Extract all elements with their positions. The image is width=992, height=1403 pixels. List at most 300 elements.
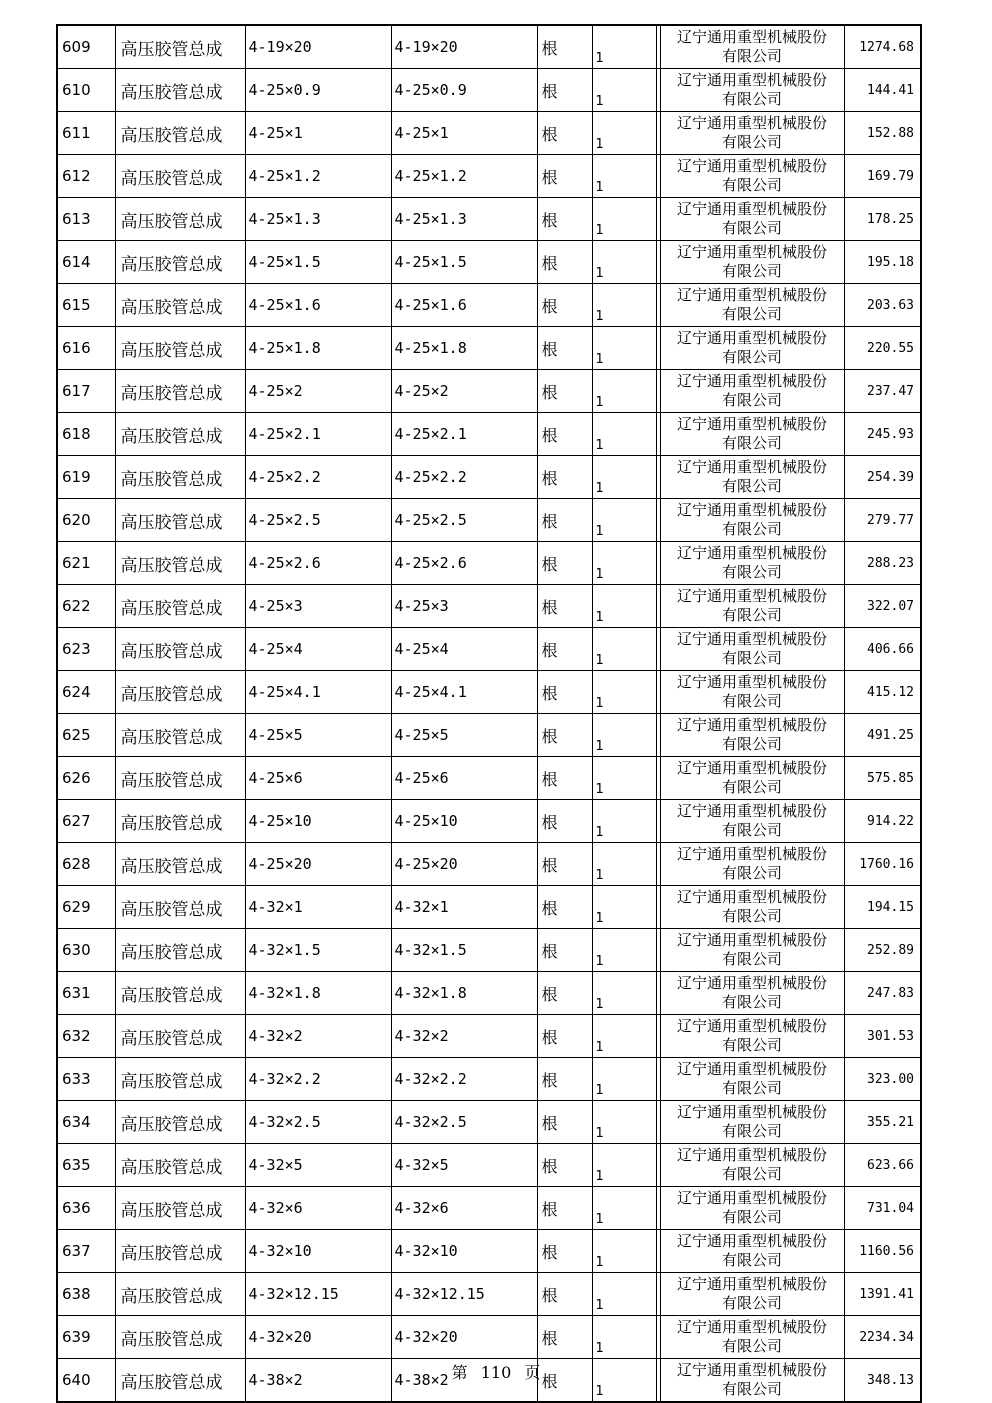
item-name: 高压胶管总成 (115, 800, 245, 843)
table-row (57, 241, 921, 284)
item-spec: 4-25×1.6 (245, 284, 391, 327)
row-number: 623 (57, 628, 115, 671)
table-row (57, 1316, 921, 1359)
item-spec: 4-32×2.2 (245, 1058, 391, 1101)
item-manufacturer (660, 1187, 844, 1230)
item-manufacturer (660, 1058, 844, 1101)
manufacturer-line-1: 辽宁通用重型机械股份 (676, 200, 827, 218)
manufacturer-line-2: 有限公司 (721, 1165, 782, 1183)
item-unit: 根 (537, 972, 592, 1015)
item-price: 323.00 (844, 1058, 921, 1101)
item-quantity: 1 (592, 886, 656, 929)
table-row (57, 1058, 921, 1101)
item-quantity: 1 (592, 69, 656, 112)
item-spec: 4-25×5 (245, 714, 391, 757)
item-quantity: 1 (592, 1015, 656, 1058)
item-spec: 4-19×20 (245, 25, 391, 69)
item-spec: 4-25×2.2 (245, 456, 391, 499)
item-quantity: 1 (592, 972, 656, 1015)
item-name: 高压胶管总成 (115, 1359, 245, 1403)
item-model: 4-25×4 (391, 628, 537, 671)
item-model: 4-25×2.1 (391, 413, 537, 456)
item-manufacturer (660, 972, 844, 1015)
item-spec: 4-25×1.5 (245, 241, 391, 284)
item-unit: 根 (537, 1187, 592, 1230)
item-price: 279.77 (844, 499, 921, 542)
item-manufacturer (660, 843, 844, 886)
manufacturer-line-2: 有限公司 (721, 735, 782, 753)
item-name: 高压胶管总成 (115, 241, 245, 284)
item-model: 4-25×1.2 (391, 155, 537, 198)
item-spec: 4-25×2 (245, 370, 391, 413)
item-model: 4-32×2.5 (391, 1101, 537, 1144)
table-body (57, 25, 921, 1402)
manufacturer-line-1: 辽宁通用重型机械股份 (676, 415, 827, 433)
manufacturer-line-2: 有限公司 (721, 262, 782, 280)
item-quantity: 1 (592, 542, 656, 585)
item-price: 194.15 (844, 886, 921, 929)
item-quantity: 1 (592, 241, 656, 284)
item-model: 4-32×2.2 (391, 1058, 537, 1101)
manufacturer-line-1: 辽宁通用重型机械股份 (676, 1189, 827, 1207)
item-spec: 4-25×4.1 (245, 671, 391, 714)
item-manufacturer (660, 1230, 844, 1273)
item-spec: 4-25×6 (245, 757, 391, 800)
item-unit: 根 (537, 929, 592, 972)
row-number: 610 (57, 69, 115, 112)
table-row (57, 843, 921, 886)
manufacturer-line-1: 辽宁通用重型机械股份 (676, 1361, 827, 1379)
item-unit: 根 (537, 370, 592, 413)
item-model: 4-25×1.3 (391, 198, 537, 241)
row-number: 616 (57, 327, 115, 370)
row-number: 613 (57, 198, 115, 241)
item-name: 高压胶管总成 (115, 714, 245, 757)
manufacturer-line-1: 辽宁通用重型机械股份 (676, 974, 827, 992)
item-name: 高压胶管总成 (115, 1101, 245, 1144)
item-price: 288.23 (844, 542, 921, 585)
table-row (57, 327, 921, 370)
item-unit: 根 (537, 155, 592, 198)
item-price: 1760.16 (844, 843, 921, 886)
item-price: 1160.56 (844, 1230, 921, 1273)
manufacturer-line-1: 辽宁通用重型机械股份 (676, 802, 827, 820)
item-name: 高压胶管总成 (115, 1144, 245, 1187)
table-row (57, 972, 921, 1015)
row-number: 624 (57, 671, 115, 714)
table-row (57, 1144, 921, 1187)
item-model: 4-25×2.5 (391, 499, 537, 542)
manufacturer-line-2: 有限公司 (721, 649, 782, 667)
item-unit: 根 (537, 456, 592, 499)
manufacturer-line-1: 辽宁通用重型机械股份 (676, 286, 827, 304)
row-number: 620 (57, 499, 115, 542)
item-price: 178.25 (844, 198, 921, 241)
item-price: 169.79 (844, 155, 921, 198)
page-number: 110 (480, 1363, 512, 1382)
item-manufacturer (660, 327, 844, 370)
item-quantity: 1 (592, 1187, 656, 1230)
item-model: 4-25×2.2 (391, 456, 537, 499)
manufacturer-line-1: 辽宁通用重型机械股份 (676, 1318, 827, 1336)
manufacturer-line-2: 有限公司 (721, 606, 782, 624)
row-number: 633 (57, 1058, 115, 1101)
manufacturer-line-1: 辽宁通用重型机械股份 (676, 329, 827, 347)
table-row (57, 456, 921, 499)
item-unit: 根 (537, 284, 592, 327)
row-number: 614 (57, 241, 115, 284)
row-number: 612 (57, 155, 115, 198)
manufacturer-line-1: 辽宁通用重型机械股份 (676, 759, 827, 777)
item-name: 高压胶管总成 (115, 1058, 245, 1101)
manufacturer-line-1: 辽宁通用重型机械股份 (676, 28, 827, 46)
item-spec: 4-25×0.9 (245, 69, 391, 112)
item-price: 254.39 (844, 456, 921, 499)
item-spec: 4-32×1.8 (245, 972, 391, 1015)
item-quantity: 1 (592, 757, 656, 800)
row-number: 626 (57, 757, 115, 800)
item-manufacturer (660, 1144, 844, 1187)
item-model: 4-25×4.1 (391, 671, 537, 714)
item-spec: 4-32×10 (245, 1230, 391, 1273)
item-unit: 根 (537, 327, 592, 370)
manufacturer-line-1: 辽宁通用重型机械股份 (676, 114, 827, 132)
manufacturer-line-1: 辽宁通用重型机械股份 (676, 630, 827, 648)
item-unit: 根 (537, 112, 592, 155)
item-model: 4-32×1.5 (391, 929, 537, 972)
item-name: 高压胶管总成 (115, 1230, 245, 1273)
manufacturer-line-1: 辽宁通用重型机械股份 (676, 372, 827, 390)
item-spec: 4-32×5 (245, 1144, 391, 1187)
manufacturer-line-2: 有限公司 (721, 434, 782, 452)
item-quantity: 1 (592, 25, 656, 69)
row-number: 611 (57, 112, 115, 155)
item-price: 195.18 (844, 241, 921, 284)
manufacturer-line-1: 辽宁通用重型机械股份 (676, 1275, 827, 1293)
item-spec: 4-32×2 (245, 1015, 391, 1058)
item-name: 高压胶管总成 (115, 843, 245, 886)
item-name: 高压胶管总成 (115, 542, 245, 585)
item-name: 高压胶管总成 (115, 155, 245, 198)
manufacturer-line-1: 辽宁通用重型机械股份 (676, 501, 827, 519)
item-name: 高压胶管总成 (115, 284, 245, 327)
row-number: 621 (57, 542, 115, 585)
manufacturer-line-1: 辽宁通用重型机械股份 (676, 243, 827, 261)
table-row (57, 112, 921, 155)
item-unit: 根 (537, 1273, 592, 1316)
item-quantity: 1 (592, 1230, 656, 1273)
item-spec: 4-25×1.2 (245, 155, 391, 198)
table-row (57, 671, 921, 714)
manufacturer-line-1: 辽宁通用重型机械股份 (676, 458, 827, 476)
item-model: 4-25×3 (391, 585, 537, 628)
item-quantity: 1 (592, 628, 656, 671)
item-manufacturer (660, 800, 844, 843)
manufacturer-line-2: 有限公司 (721, 864, 782, 882)
item-name: 高压胶管总成 (115, 585, 245, 628)
manufacturer-line-2: 有限公司 (721, 1251, 782, 1269)
item-spec: 4-25×1.3 (245, 198, 391, 241)
footer-prefix: 第 (451, 1363, 468, 1382)
row-number: 619 (57, 456, 115, 499)
item-price: 245.93 (844, 413, 921, 456)
item-quantity: 1 (592, 112, 656, 155)
manufacturer-line-2: 有限公司 (721, 950, 782, 968)
row-number: 609 (57, 25, 115, 69)
manufacturer-line-2: 有限公司 (721, 477, 782, 495)
manufacturer-line-1: 辽宁通用重型机械股份 (676, 1232, 827, 1250)
manufacturer-line-2: 有限公司 (721, 90, 782, 108)
manufacturer-line-1: 辽宁通用重型机械股份 (676, 716, 827, 734)
item-quantity: 1 (592, 370, 656, 413)
item-spec: 4-32×1 (245, 886, 391, 929)
item-manufacturer (660, 1015, 844, 1058)
item-unit: 根 (537, 25, 592, 69)
item-manufacturer (660, 284, 844, 327)
item-spec: 4-25×2.5 (245, 499, 391, 542)
item-quantity: 1 (592, 671, 656, 714)
manufacturer-line-1: 辽宁通用重型机械股份 (676, 71, 827, 89)
item-manufacturer (660, 757, 844, 800)
item-model: 4-32×12.15 (391, 1273, 537, 1316)
manufacturer-line-1: 辽宁通用重型机械股份 (676, 587, 827, 605)
item-quantity: 1 (592, 800, 656, 843)
item-name: 高压胶管总成 (115, 886, 245, 929)
manufacturer-line-1: 辽宁通用重型机械股份 (676, 544, 827, 562)
item-quantity: 1 (592, 1058, 656, 1101)
item-unit: 根 (537, 1144, 592, 1187)
item-spec: 4-25×4 (245, 628, 391, 671)
table-row (57, 628, 921, 671)
table-row (57, 714, 921, 757)
row-number: 637 (57, 1230, 115, 1273)
item-name: 高压胶管总成 (115, 929, 245, 972)
item-model: 4-32×1 (391, 886, 537, 929)
item-manufacturer (660, 69, 844, 112)
table-row (57, 155, 921, 198)
table-row (57, 284, 921, 327)
item-quantity: 1 (592, 155, 656, 198)
row-number: 615 (57, 284, 115, 327)
item-name: 高压胶管总成 (115, 671, 245, 714)
item-manufacturer (660, 585, 844, 628)
item-spec: 4-25×2.6 (245, 542, 391, 585)
item-quantity: 1 (592, 1359, 656, 1403)
row-number: 636 (57, 1187, 115, 1230)
footer-suffix: 页 (524, 1363, 541, 1382)
item-name: 高压胶管总成 (115, 327, 245, 370)
item-name: 高压胶管总成 (115, 456, 245, 499)
item-name: 高压胶管总成 (115, 1316, 245, 1359)
item-name: 高压胶管总成 (115, 628, 245, 671)
manufacturer-line-1: 辽宁通用重型机械股份 (676, 1017, 827, 1035)
item-model: 4-25×5 (391, 714, 537, 757)
manufacturer-line-1: 辽宁通用重型机械股份 (676, 845, 827, 863)
item-name: 高压胶管总成 (115, 413, 245, 456)
item-manufacturer (660, 542, 844, 585)
item-manufacturer (660, 198, 844, 241)
item-manufacturer (660, 413, 844, 456)
item-spec: 4-38×2 (245, 1359, 391, 1403)
item-price: 2234.34 (844, 1316, 921, 1359)
item-spec: 4-25×3 (245, 585, 391, 628)
item-model: 4-38×2 (391, 1359, 537, 1403)
item-manufacturer (660, 1101, 844, 1144)
table-row (57, 929, 921, 972)
item-price: 415.12 (844, 671, 921, 714)
item-price: 575.85 (844, 757, 921, 800)
item-spec: 4-25×1.8 (245, 327, 391, 370)
item-quantity: 1 (592, 327, 656, 370)
table-row (57, 413, 921, 456)
item-manufacturer (660, 628, 844, 671)
manufacturer-line-2: 有限公司 (721, 219, 782, 237)
item-manufacturer (660, 112, 844, 155)
item-unit: 根 (537, 198, 592, 241)
item-price: 406.66 (844, 628, 921, 671)
item-price: 914.22 (844, 800, 921, 843)
row-number: 639 (57, 1316, 115, 1359)
item-unit: 根 (537, 1015, 592, 1058)
table-row (57, 25, 921, 69)
item-manufacturer (660, 155, 844, 198)
manufacturer-line-2: 有限公司 (721, 1036, 782, 1054)
manufacturer-line-1: 辽宁通用重型机械股份 (676, 157, 827, 175)
item-quantity: 1 (592, 499, 656, 542)
manufacturer-line-2: 有限公司 (721, 133, 782, 151)
table-row (57, 1015, 921, 1058)
item-price: 220.55 (844, 327, 921, 370)
item-name: 高压胶管总成 (115, 1015, 245, 1058)
item-unit: 根 (537, 499, 592, 542)
row-number: 634 (57, 1101, 115, 1144)
item-unit: 根 (537, 1058, 592, 1101)
item-quantity: 1 (592, 1101, 656, 1144)
manufacturer-line-2: 有限公司 (721, 1294, 782, 1312)
item-unit: 根 (537, 671, 592, 714)
item-name: 高压胶管总成 (115, 25, 245, 69)
parts-price-table (56, 24, 922, 1403)
item-manufacturer (660, 1316, 844, 1359)
manufacturer-line-1: 辽宁通用重型机械股份 (676, 1103, 827, 1121)
item-unit: 根 (537, 1230, 592, 1273)
item-quantity: 1 (592, 714, 656, 757)
item-unit: 根 (537, 69, 592, 112)
item-model: 4-25×6 (391, 757, 537, 800)
item-model: 4-25×2.6 (391, 542, 537, 585)
table-row (57, 800, 921, 843)
manufacturer-line-2: 有限公司 (721, 1380, 782, 1398)
item-price: 237.47 (844, 370, 921, 413)
manufacturer-line-2: 有限公司 (721, 348, 782, 366)
item-unit: 根 (537, 757, 592, 800)
item-unit: 根 (537, 241, 592, 284)
table-row (57, 757, 921, 800)
manufacturer-line-2: 有限公司 (721, 305, 782, 323)
item-model: 4-32×20 (391, 1316, 537, 1359)
item-model: 4-25×10 (391, 800, 537, 843)
row-number: 618 (57, 413, 115, 456)
item-unit: 根 (537, 1316, 592, 1359)
item-spec: 4-32×1.5 (245, 929, 391, 972)
row-number: 638 (57, 1273, 115, 1316)
manufacturer-line-2: 有限公司 (721, 778, 782, 796)
item-price: 355.21 (844, 1101, 921, 1144)
row-number: 635 (57, 1144, 115, 1187)
row-number: 622 (57, 585, 115, 628)
item-unit: 根 (537, 886, 592, 929)
item-manufacturer (660, 714, 844, 757)
item-model: 4-32×2 (391, 1015, 537, 1058)
item-model: 4-25×2 (391, 370, 537, 413)
table-row (57, 1230, 921, 1273)
item-quantity: 1 (592, 198, 656, 241)
manufacturer-line-1: 辽宁通用重型机械股份 (676, 1060, 827, 1078)
manufacturer-line-2: 有限公司 (721, 993, 782, 1011)
row-number: 630 (57, 929, 115, 972)
item-quantity: 1 (592, 1316, 656, 1359)
item-unit: 根 (537, 714, 592, 757)
item-model: 4-25×1 (391, 112, 537, 155)
item-manufacturer (660, 25, 844, 69)
item-unit: 根 (537, 413, 592, 456)
row-number: 617 (57, 370, 115, 413)
item-unit: 根 (537, 585, 592, 628)
item-manufacturer (660, 886, 844, 929)
item-price: 203.63 (844, 284, 921, 327)
item-name: 高压胶管总成 (115, 972, 245, 1015)
table-row (57, 69, 921, 112)
item-name: 高压胶管总成 (115, 757, 245, 800)
item-unit: 根 (537, 628, 592, 671)
item-price: 152.88 (844, 112, 921, 155)
item-model: 4-25×1.6 (391, 284, 537, 327)
table-row (57, 1273, 921, 1316)
table-row (57, 585, 921, 628)
item-model: 4-32×5 (391, 1144, 537, 1187)
item-name: 高压胶管总成 (115, 69, 245, 112)
item-unit: 根 (537, 1359, 592, 1403)
row-number: 640 (57, 1359, 115, 1403)
manufacturer-line-2: 有限公司 (721, 1208, 782, 1226)
item-quantity: 1 (592, 929, 656, 972)
item-quantity: 1 (592, 585, 656, 628)
manufacturer-line-1: 辽宁通用重型机械股份 (676, 1146, 827, 1164)
item-manufacturer (660, 499, 844, 542)
row-number: 629 (57, 886, 115, 929)
item-price: 252.89 (844, 929, 921, 972)
page-footer (0, 1360, 992, 1383)
item-name: 高压胶管总成 (115, 1273, 245, 1316)
manufacturer-line-1: 辽宁通用重型机械股份 (676, 888, 827, 906)
manufacturer-line-2: 有限公司 (721, 1079, 782, 1097)
item-model: 4-25×20 (391, 843, 537, 886)
item-price: 144.41 (844, 69, 921, 112)
item-spec: 4-25×20 (245, 843, 391, 886)
item-spec: 4-32×2.5 (245, 1101, 391, 1144)
item-quantity: 1 (592, 413, 656, 456)
manufacturer-line-2: 有限公司 (721, 907, 782, 925)
item-manufacturer (660, 1273, 844, 1316)
item-unit: 根 (537, 542, 592, 585)
item-quantity: 1 (592, 456, 656, 499)
item-name: 高压胶管总成 (115, 499, 245, 542)
manufacturer-line-2: 有限公司 (721, 391, 782, 409)
item-price: 491.25 (844, 714, 921, 757)
item-price: 301.53 (844, 1015, 921, 1058)
item-spec: 4-32×12.15 (245, 1273, 391, 1316)
row-number: 625 (57, 714, 115, 757)
